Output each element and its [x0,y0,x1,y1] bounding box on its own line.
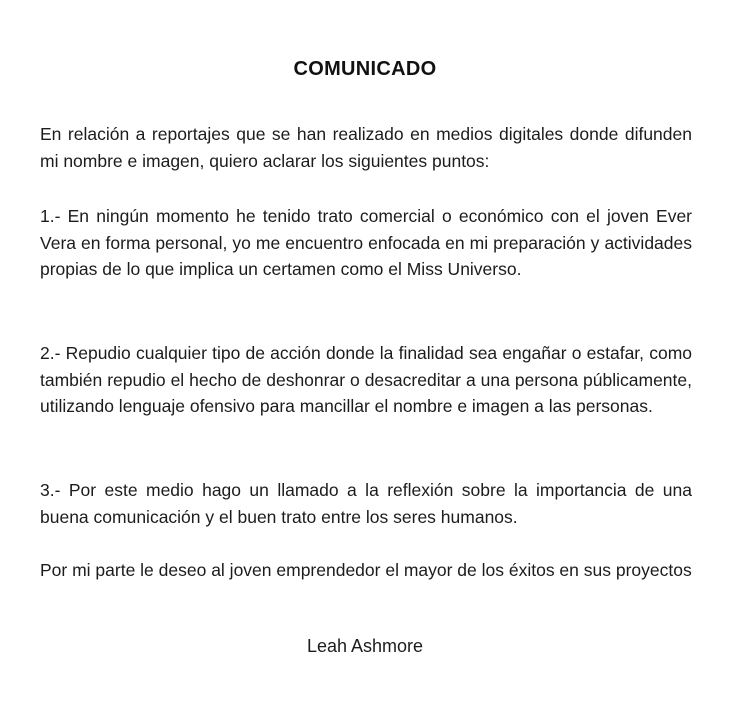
point-3-paragraph: 3.- Por este medio hago un llamado a la reflexión sobre la importancia de una buena comunicación y el buen trato entre los seres humanos. [40,480,692,527]
intro-paragraph: En relación a reportajes que se han realizado en medios digitales donde difunden mi nombre e imagen, quiero aclarar los siguientes puntos: [40,124,692,171]
closing-paragraph: Por mi parte le deseo al joven emprendedor el mayor de los éxitos en sus proyectos [40,560,692,580]
point-2-paragraph: 2.- Repudio cualquier tipo de acción donde la finalidad sea engañar o estafar, como también repudio el hecho de deshonrar o desacreditar a una persona públicamente, utilizando lenguaje ofensivo para mancillar el nombre e imagen a las personas. [40,343,692,416]
signature-name: Leah Ashmore [306,636,424,656]
document-title: COMUNICADO [293,58,437,80]
point-1-paragraph: 1.- En ningún momento he tenido trato comercial o económico con el joven Ever Vera en forma personal, yo me encuentro enfocada en mi preparación y actividades propias de lo que implica un certamen como el Miss Universo. [40,206,692,279]
